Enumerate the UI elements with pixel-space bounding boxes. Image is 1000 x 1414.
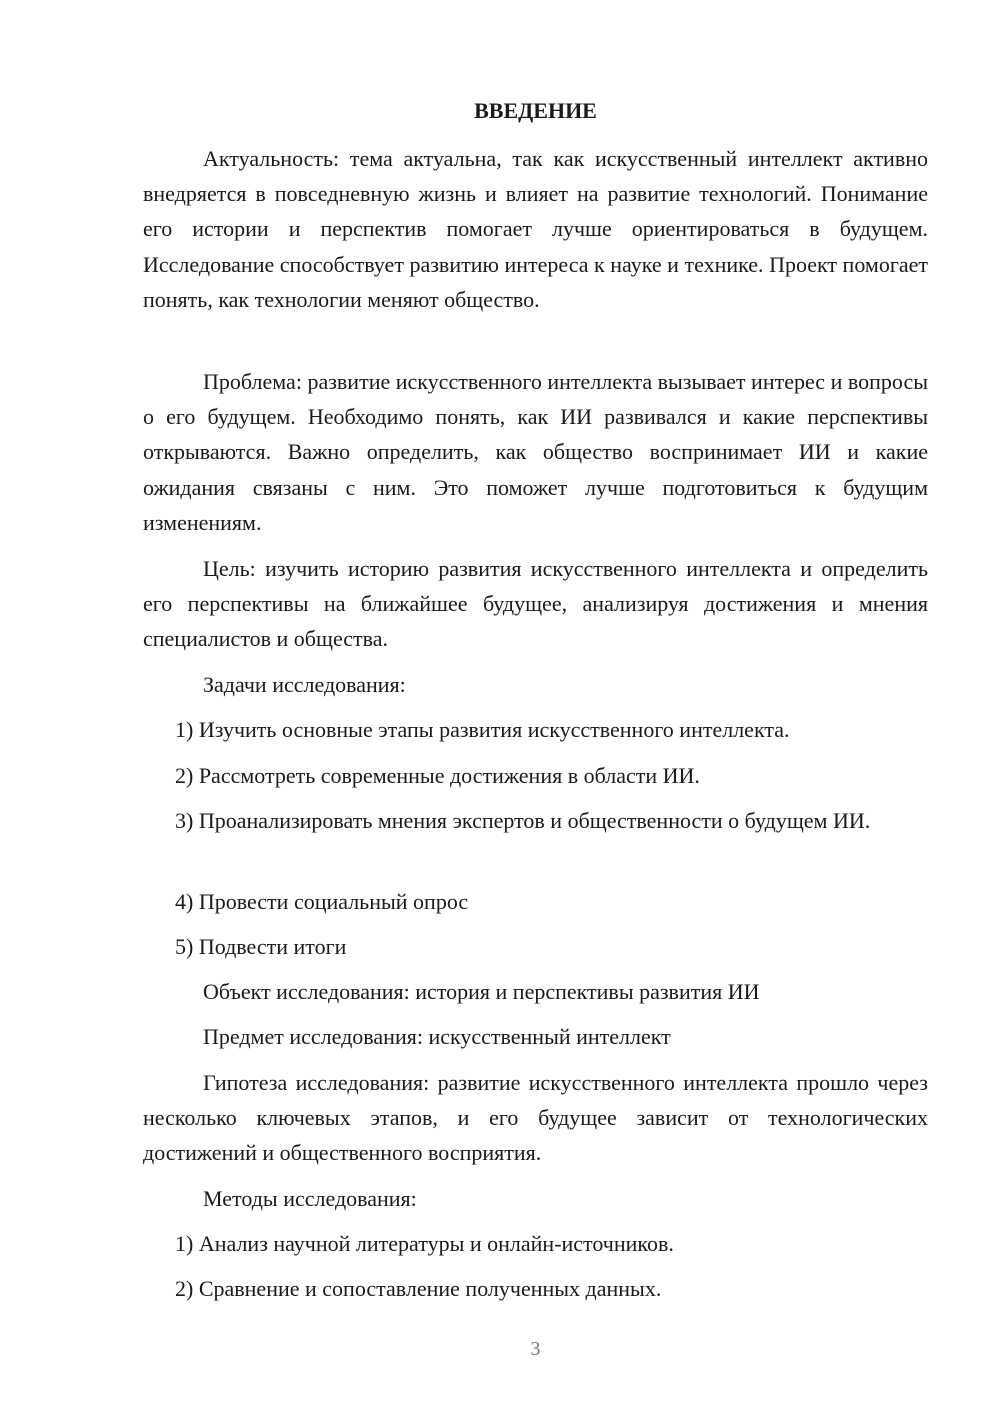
paragraph-problem: Проблема: развитие искусственного интеллекта вызывает интерес и вопросы о его будущем. Необходимо понять, как ИИ развивался и какие перспективы открываются. Важно определить, как общество воспринимает ИИ и какие ожидания связаны с ним. Это поможет лучше подготовиться к будущим изменениям. <box>143 369 928 535</box>
method-item: 2) Сравнение и сопоставление полученных данных. <box>175 1276 662 1301</box>
task-item: 3) Проанализировать мнения экспертов и общественности о будущем ИИ. <box>175 808 871 833</box>
task-item: 4) Провести социальный опрос <box>175 889 469 914</box>
paragraph-object: Объект исследования: история и перспективы развития ИИ <box>203 979 760 1004</box>
paragraph-goal: Цель: изучить историю развития искусственного интеллекта и определить его перспективы на ближайшее будущее, анализируя достижения и мнения специалистов и общества. <box>143 556 928 652</box>
methods-heading: Методы исследования: <box>203 1186 417 1211</box>
paragraph-relevance: Актуальность: тема актуальна, так как искусственный интеллект активно внедряется в повседневную жизнь и влияет на развитие технологий. Понимание его истории и перспектив помогает лучше ориентироваться в будущем. Исследование способствует развитию интереса к науке и технике. Проект помогает понять, как технологии меняют общество. <box>143 146 928 312</box>
task-item: 5) Подвести итоги <box>175 934 347 959</box>
tasks-heading: Задачи исследования: <box>203 672 406 697</box>
task-item: 2) Рассмотреть современные достижения в области ИИ. <box>175 763 700 788</box>
section-title: ВВЕДЕНИЕ <box>474 98 597 123</box>
method-item: 1) Анализ научной литературы и онлайн-источников. <box>175 1231 674 1256</box>
task-item: 1) Изучить основные этапы развития искусственного интеллекта. <box>175 717 790 742</box>
document-page <box>143 0 928 1414</box>
paragraph-subject: Предмет исследования: искусственный интеллект <box>203 1024 671 1049</box>
page-number: 3 <box>530 1338 541 1360</box>
paragraph-hypothesis: Гипотеза исследования: развитие искусственного интеллекта прошло через несколько ключевых этапов, и его будущее зависит от технологических достижений и общественного восприятия. <box>143 1070 928 1166</box>
